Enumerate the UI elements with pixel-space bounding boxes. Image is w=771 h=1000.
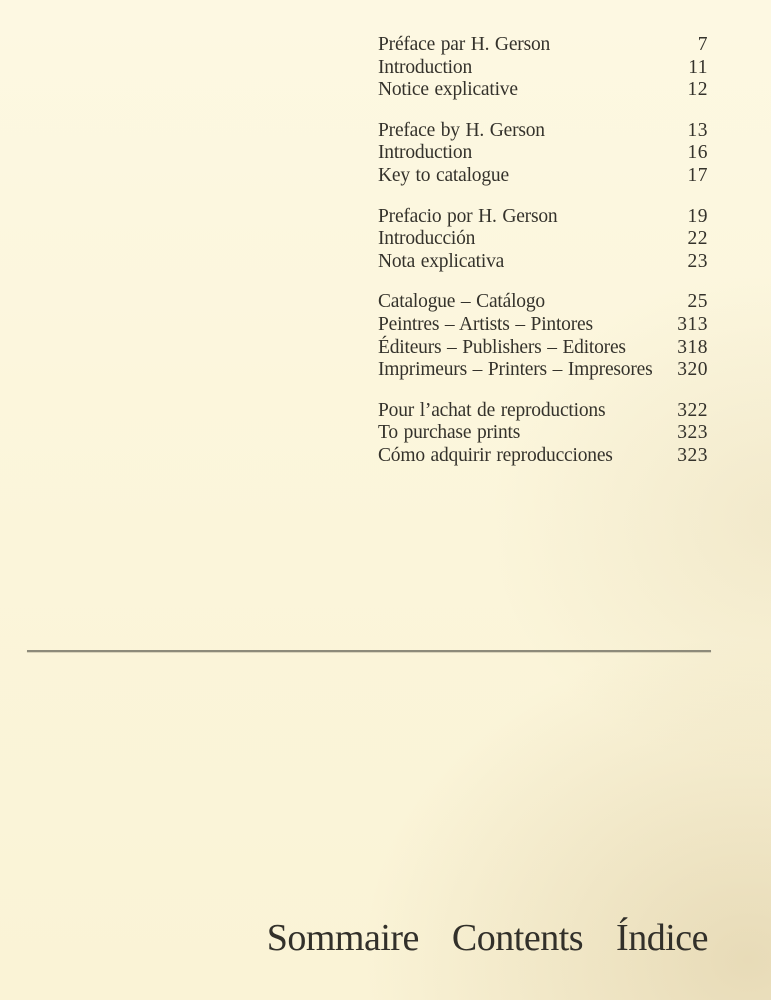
toc-entry-label: Preface by H. Gerson [378, 119, 545, 141]
toc-entry-page-number: 16 [687, 142, 708, 164]
toc-entry [378, 314, 708, 337]
toc-entry-label: Introducción [378, 228, 476, 250]
toc-entry [378, 359, 708, 382]
toc-entry-label: Prefacio por H. Gerson [378, 205, 558, 227]
toc-entry [378, 142, 708, 165]
toc-entry-page-number: 13 [687, 119, 708, 141]
toc-entry-label: Pour l’achat de reproductions [378, 399, 606, 421]
toc-entry-page-number: 11 [688, 56, 708, 78]
toc-entry-page-number: 7 [697, 34, 708, 55]
toc-entry-label: Introduction [378, 56, 472, 78]
toc-entry-page-number: 313 [677, 313, 708, 335]
toc-entry-label: Catalogue – Catálogo [378, 291, 545, 313]
toc-entry [378, 79, 708, 102]
toc-entry [378, 165, 708, 188]
title-word-sommaire: Sommaire [266, 917, 419, 959]
toc-entry-label: Éditeurs – Publishers – Editores [378, 336, 626, 358]
toc-entry-page-number: 12 [687, 79, 708, 101]
toc-entry-page-number: 320 [677, 359, 708, 381]
table-of-contents [378, 34, 708, 468]
toc-entry-label: Key to catalogue [378, 164, 509, 186]
toc-group [378, 120, 708, 188]
toc-entry [378, 206, 708, 229]
toc-entry [378, 251, 708, 274]
toc-entry-label: Introduction [378, 142, 472, 164]
toc-group [378, 291, 708, 381]
toc-entry-page-number: 322 [677, 399, 708, 421]
title-word-contents: Contents [451, 917, 584, 959]
toc-entry-page-number: 25 [687, 291, 708, 313]
toc-entry-label: Peintres – Artists – Pintores [378, 313, 593, 335]
page-title [267, 915, 708, 961]
toc-entry-page-number: 17 [687, 164, 708, 186]
toc-entry [378, 34, 708, 57]
toc-entry-label: Imprimeurs – Printers – Impresores [378, 359, 653, 381]
toc-entry-page-number: 318 [677, 336, 708, 358]
toc-entry [378, 57, 708, 80]
toc-entry-label: Cómo adquirir reproducciones [378, 444, 613, 466]
toc-group [378, 206, 708, 274]
toc-entry [378, 400, 708, 423]
horizontal-divider [27, 650, 711, 652]
toc-group [378, 34, 708, 102]
toc-group [378, 400, 708, 468]
toc-entry-page-number: 23 [687, 250, 708, 272]
toc-entry-page-number: 22 [687, 228, 708, 250]
toc-entry [378, 337, 708, 360]
toc-entry-label: Nota explicativa [378, 250, 505, 272]
toc-entry-page-number: 19 [687, 205, 708, 227]
toc-entry-label: Préface par H. Gerson [378, 34, 551, 55]
toc-entry-label: To purchase prints [378, 422, 521, 444]
toc-entry-page-number: 323 [677, 444, 708, 466]
toc-entry [378, 120, 708, 143]
toc-entry [378, 445, 708, 468]
toc-entry-page-number: 323 [677, 422, 708, 444]
title-word-indice: Índice [616, 917, 708, 959]
toc-entry-label: Notice explicative [378, 79, 518, 101]
toc-entry [378, 291, 708, 314]
toc-entry [378, 228, 708, 251]
toc-entry [378, 422, 708, 445]
